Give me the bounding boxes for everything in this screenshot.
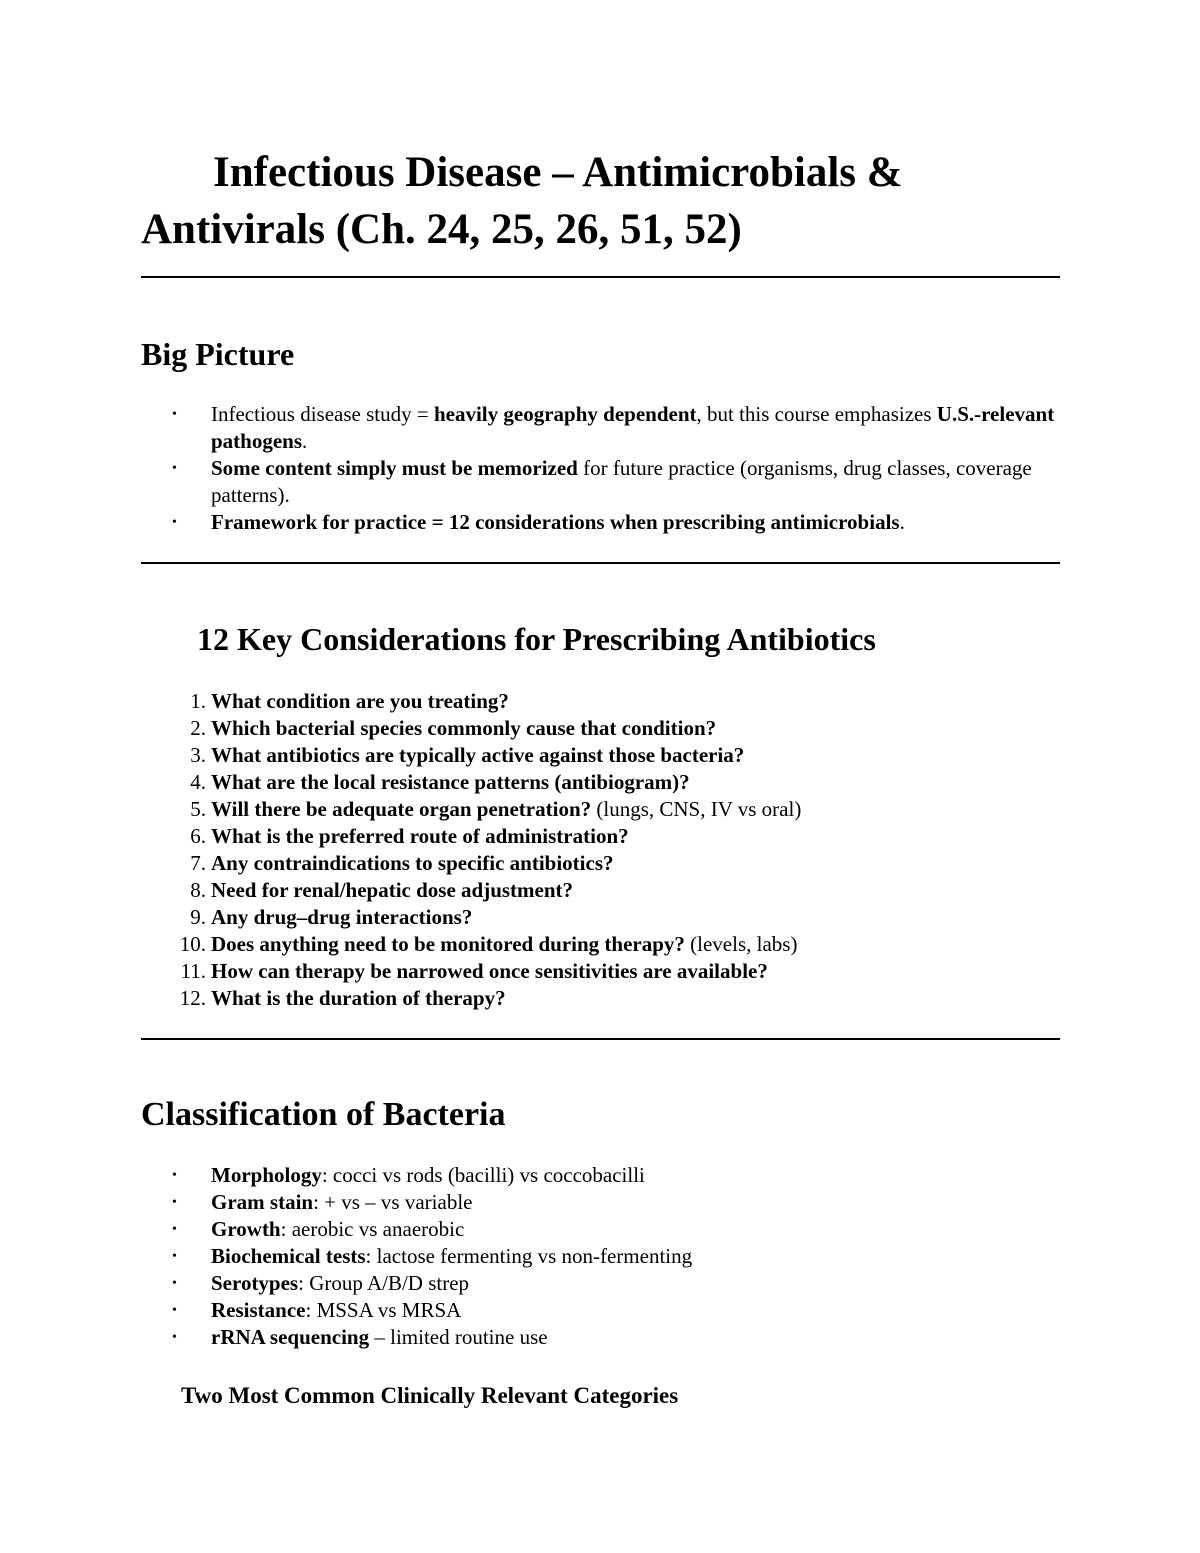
item-question: Any drug–drug interactions? <box>211 905 473 929</box>
list-item <box>0 1297 1060 1324</box>
list-item <box>0 823 1060 850</box>
item-description: – limited routine use <box>369 1325 548 1349</box>
bullet-icon: • <box>172 1168 177 1183</box>
list-item <box>0 509 1060 536</box>
item-number: 2. <box>190 716 206 740</box>
bullet-icon: • <box>172 461 177 476</box>
list-item <box>0 688 1060 715</box>
item-question: What is the preferred route of administration? <box>211 824 629 848</box>
item-term: Serotypes <box>211 1271 299 1295</box>
item-number: 7. <box>190 851 206 875</box>
item-number: 12. <box>179 986 206 1010</box>
section-heading-big-picture: Big Picture <box>141 336 295 372</box>
item-number: 10. <box>179 932 206 956</box>
bullet-icon: • <box>172 1249 177 1264</box>
subheading-categories: Two Most Common Clinically Relevant Categories <box>181 1383 679 1408</box>
section-heading-considerations: 12 Key Considerations for Prescribing Antibiotics <box>197 621 876 657</box>
list-item <box>0 1189 1060 1216</box>
item-emphasis: Framework for practice = 12 considerations when prescribing antimicrobials <box>211 510 900 534</box>
list-item <box>0 1162 1060 1189</box>
item-description: : + vs – vs variable <box>313 1190 473 1214</box>
item-emphasis: heavily geography dependent <box>433 402 697 426</box>
item-term: Biochemical tests <box>211 1244 366 1268</box>
list-item <box>0 455 1060 509</box>
section-heading-classification: Classification of Bacteria <box>141 1096 506 1133</box>
classification-list <box>0 1162 1060 1351</box>
big-picture-list <box>0 401 1060 536</box>
item-number: 5. <box>190 797 206 821</box>
bullet-icon: • <box>172 1195 177 1210</box>
list-item <box>0 1243 1060 1270</box>
item-number: 3. <box>190 743 206 767</box>
item-description: : aerobic vs anaerobic <box>280 1217 465 1241</box>
item-number: 6. <box>190 824 206 848</box>
item-number: 4. <box>190 770 206 794</box>
item-text: for future practice (organisms, drug classes, coverage patterns). <box>211 456 1032 507</box>
item-emphasis: Some content simply must be memorized <box>211 456 578 480</box>
document-title: Infectious Disease – Antimicrobials & Antivirals (Ch. 24, 25, 26, 51, 52) <box>141 149 903 253</box>
bullet-icon: • <box>172 1276 177 1291</box>
item-term: Resistance <box>211 1298 306 1322</box>
item-note: (lungs, CNS, IV vs oral) <box>591 797 802 821</box>
item-emphasis: U.S.-relevant pathogens <box>211 402 1055 453</box>
list-item <box>0 1270 1060 1297</box>
horizontal-rule <box>141 562 1060 564</box>
item-term: rRNA sequencing <box>211 1325 370 1349</box>
bullet-icon: • <box>172 1330 177 1345</box>
item-question: What condition are you treating? <box>211 689 509 713</box>
list-item <box>0 401 1060 455</box>
item-description: : cocci vs rods (bacilli) vs coccobacilli <box>321 1163 645 1187</box>
item-text: , but this course emphasizes <box>696 402 937 426</box>
list-item <box>0 796 1060 823</box>
list-item <box>0 1324 1060 1351</box>
list-item <box>0 715 1060 742</box>
bullet-icon: • <box>172 407 177 422</box>
horizontal-rule <box>141 276 1060 278</box>
item-question: How can therapy be narrowed once sensitivities are available? <box>211 959 768 983</box>
list-item <box>0 985 1060 1012</box>
list-item <box>0 877 1060 904</box>
item-number: 1. <box>190 689 206 713</box>
considerations-list <box>0 688 1060 1012</box>
item-number: 9. <box>190 905 206 929</box>
item-question: What is the duration of therapy? <box>211 986 506 1010</box>
item-question: Which bacterial species commonly cause that condition? <box>211 716 717 740</box>
list-item <box>0 769 1060 796</box>
bullet-icon: • <box>172 1222 177 1237</box>
item-question: Will there be adequate organ penetration? <box>211 797 592 821</box>
item-text: . <box>302 429 308 453</box>
item-term: Morphology <box>211 1163 322 1187</box>
list-item <box>0 850 1060 877</box>
bullet-icon: • <box>172 1303 177 1318</box>
list-item <box>0 931 1060 958</box>
item-number: 11. <box>180 959 206 983</box>
item-text: . <box>899 510 905 534</box>
item-question: What are the local resistance patterns (antibiogram)? <box>211 770 690 794</box>
item-description: : lactose fermenting vs non-fermenting <box>365 1244 693 1268</box>
list-item <box>0 958 1060 985</box>
item-text: Infectious disease study = <box>211 402 434 426</box>
list-item <box>0 1216 1060 1243</box>
item-description: : MSSA vs MRSA <box>305 1298 462 1322</box>
item-question: Does anything need to be monitored during therapy? <box>211 932 685 956</box>
item-number: 8. <box>190 878 206 902</box>
item-question: Any contraindications to specific antibiotics? <box>211 851 614 875</box>
item-question: Need for renal/hepatic dose adjustment? <box>211 878 574 902</box>
list-item <box>0 742 1060 769</box>
bullet-icon: • <box>172 515 177 530</box>
item-term: Gram stain <box>211 1190 314 1214</box>
item-term: Growth <box>211 1217 281 1241</box>
item-note: (levels, labs) <box>684 932 798 956</box>
horizontal-rule <box>141 1038 1060 1040</box>
item-question: What antibiotics are typically active against those bacteria? <box>211 743 745 767</box>
list-item <box>0 904 1060 931</box>
item-description: : Group A/B/D strep <box>298 1271 470 1295</box>
